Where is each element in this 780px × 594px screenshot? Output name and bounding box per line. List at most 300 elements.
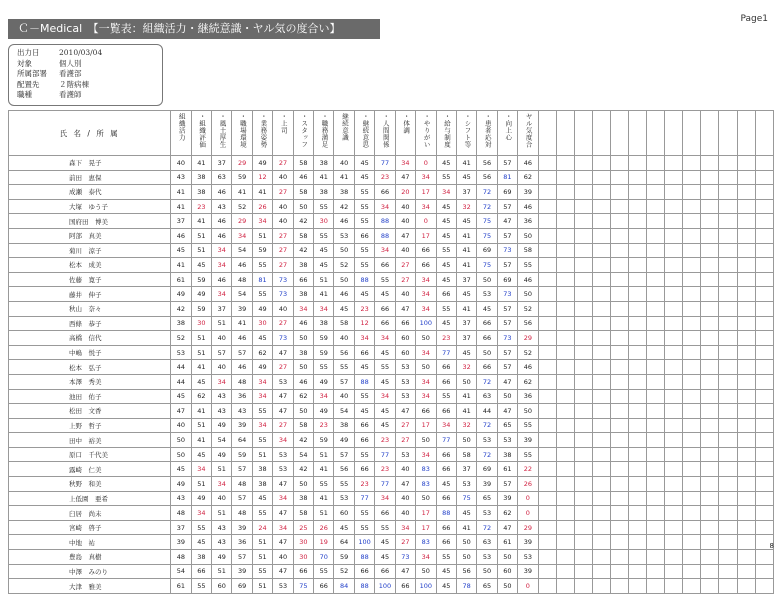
empty-cell bbox=[610, 404, 628, 419]
score-cell: 66 bbox=[375, 258, 395, 273]
score-cell: 40 bbox=[212, 360, 232, 375]
empty-cell bbox=[665, 243, 683, 258]
score-cell: 34 bbox=[375, 491, 395, 506]
empty-cell bbox=[556, 433, 574, 448]
info-row bbox=[17, 90, 154, 101]
empty-cell bbox=[647, 228, 665, 243]
score-cell: 46 bbox=[212, 185, 232, 200]
score-cell: 50 bbox=[477, 272, 497, 287]
score-cell: 41 bbox=[171, 185, 191, 200]
score-cell: 57 bbox=[497, 477, 517, 492]
score-cell: 54 bbox=[232, 287, 252, 302]
score-cell: 51 bbox=[252, 447, 272, 462]
empty-cell bbox=[701, 214, 719, 229]
empty-cell bbox=[556, 418, 574, 433]
score-cell: 55 bbox=[354, 199, 374, 214]
score-cell: 51 bbox=[212, 316, 232, 331]
score-cell: 42 bbox=[293, 462, 313, 477]
score-cell: 49 bbox=[171, 287, 191, 302]
score-cell: 49 bbox=[252, 360, 272, 375]
info-value: 看護師 bbox=[59, 90, 82, 99]
empty-cell bbox=[701, 228, 719, 243]
score-cell: 66 bbox=[477, 316, 497, 331]
score-cell: 55 bbox=[518, 418, 538, 433]
score-cell: 53 bbox=[518, 550, 538, 565]
score-cell: 17 bbox=[416, 418, 436, 433]
score-cell: 39 bbox=[232, 520, 252, 535]
empty-cell bbox=[701, 301, 719, 316]
empty-cell bbox=[629, 447, 647, 462]
score-cell: 83 bbox=[416, 462, 436, 477]
empty-cell bbox=[610, 185, 628, 200]
empty-cell bbox=[538, 185, 556, 200]
empty-cell bbox=[719, 170, 737, 185]
empty-cell bbox=[683, 389, 701, 404]
empty-cell bbox=[665, 156, 683, 171]
empty-cell bbox=[647, 156, 665, 171]
score-cell: 27 bbox=[395, 258, 415, 273]
score-cell: 55 bbox=[191, 520, 211, 535]
score-cell: 48 bbox=[232, 272, 252, 287]
empty-cell bbox=[610, 579, 628, 594]
score-cell: 53 bbox=[273, 447, 293, 462]
score-cell: 34 bbox=[436, 418, 456, 433]
score-cell: 57 bbox=[232, 491, 252, 506]
score-cell: 58 bbox=[293, 156, 313, 171]
score-cell: 57 bbox=[232, 345, 252, 360]
person-name: 松本 成美 bbox=[9, 258, 171, 273]
score-cell: 45 bbox=[375, 374, 395, 389]
empty-cell bbox=[538, 374, 556, 389]
score-cell: 46 bbox=[232, 258, 252, 273]
empty-cell bbox=[755, 331, 773, 346]
score-cell: 72 bbox=[477, 199, 497, 214]
empty-cell bbox=[647, 433, 665, 448]
score-cell: 34 bbox=[293, 301, 313, 316]
score-cell: 55 bbox=[436, 170, 456, 185]
empty-cell bbox=[665, 287, 683, 302]
empty-cell bbox=[538, 228, 556, 243]
score-cell: 45 bbox=[436, 579, 456, 594]
table-row bbox=[9, 433, 774, 448]
score-cell: 50 bbox=[477, 345, 497, 360]
empty-cell bbox=[592, 564, 610, 579]
empty-cell bbox=[719, 185, 737, 200]
score-cell: 72 bbox=[477, 520, 497, 535]
score-cell: 38 bbox=[191, 185, 211, 200]
empty-cell bbox=[610, 331, 628, 346]
score-cell: 50 bbox=[518, 287, 538, 302]
score-cell: 55 bbox=[354, 258, 374, 273]
empty-cell bbox=[610, 506, 628, 521]
score-cell: 47 bbox=[273, 535, 293, 550]
empty-cell bbox=[610, 214, 628, 229]
score-cell: 45 bbox=[354, 360, 374, 375]
score-cell: 23 bbox=[354, 301, 374, 316]
score-cell: 42 bbox=[293, 214, 313, 229]
score-cell: 38 bbox=[191, 550, 211, 565]
score-cell: 55 bbox=[354, 243, 374, 258]
empty-cell bbox=[610, 564, 628, 579]
score-cell: 37 bbox=[171, 214, 191, 229]
score-cell: 45 bbox=[436, 214, 456, 229]
score-cell: 22 bbox=[518, 462, 538, 477]
table-row bbox=[9, 156, 774, 171]
empty-cell bbox=[610, 287, 628, 302]
score-cell: 32 bbox=[456, 418, 476, 433]
empty-cell bbox=[538, 331, 556, 346]
score-cell: 34 bbox=[273, 520, 293, 535]
empty-cell bbox=[574, 447, 592, 462]
score-cell: 47 bbox=[273, 389, 293, 404]
score-cell: 61 bbox=[497, 535, 517, 550]
empty-cell bbox=[719, 258, 737, 273]
score-cell: 37 bbox=[456, 272, 476, 287]
score-cell: 53 bbox=[477, 287, 497, 302]
score-cell: 70 bbox=[314, 550, 334, 565]
score-cell: 34 bbox=[252, 389, 272, 404]
score-cell: 51 bbox=[252, 228, 272, 243]
empty-cell bbox=[556, 258, 574, 273]
score-cell: 57 bbox=[497, 228, 517, 243]
empty-cell bbox=[683, 258, 701, 273]
score-cell: 40 bbox=[273, 214, 293, 229]
score-cell: 46 bbox=[212, 214, 232, 229]
score-cell: 27 bbox=[395, 433, 415, 448]
score-cell: 88 bbox=[375, 228, 395, 243]
score-cell: 81 bbox=[252, 272, 272, 287]
empty-cell bbox=[574, 477, 592, 492]
score-cell: 26 bbox=[252, 199, 272, 214]
score-cell: 34 bbox=[375, 199, 395, 214]
score-cell: 23 bbox=[375, 462, 395, 477]
person-name: 田中 裕美 bbox=[9, 433, 171, 448]
empty-cell bbox=[719, 360, 737, 375]
empty-cell bbox=[629, 418, 647, 433]
empty-cell bbox=[574, 258, 592, 273]
empty-cell bbox=[556, 462, 574, 477]
score-cell: 50 bbox=[497, 550, 517, 565]
score-cell: 75 bbox=[456, 491, 476, 506]
table-row bbox=[9, 185, 774, 200]
score-cell: 66 bbox=[314, 579, 334, 594]
empty-cell bbox=[610, 360, 628, 375]
empty-cell bbox=[665, 345, 683, 360]
score-cell: 53 bbox=[497, 433, 517, 448]
score-cell: 56 bbox=[477, 170, 497, 185]
empty-cell bbox=[647, 185, 665, 200]
score-cell: 50 bbox=[293, 331, 313, 346]
empty-cell bbox=[574, 506, 592, 521]
empty-cell bbox=[665, 462, 683, 477]
score-cell: 42 bbox=[293, 243, 313, 258]
score-cell: 39 bbox=[232, 564, 252, 579]
score-cell: 62 bbox=[518, 374, 538, 389]
empty-cell bbox=[737, 506, 755, 521]
table-row bbox=[9, 301, 774, 316]
score-cell: 34 bbox=[416, 272, 436, 287]
empty-cell bbox=[592, 374, 610, 389]
score-cell: 56 bbox=[518, 316, 538, 331]
empty-cell bbox=[592, 491, 610, 506]
score-cell: 46 bbox=[518, 272, 538, 287]
empty-cell bbox=[610, 520, 628, 535]
person-name: 秋野 和美 bbox=[9, 477, 171, 492]
empty-cell bbox=[737, 185, 755, 200]
score-cell: 34 bbox=[416, 170, 436, 185]
score-cell: 41 bbox=[314, 462, 334, 477]
empty-cell bbox=[683, 579, 701, 594]
empty-cell bbox=[647, 199, 665, 214]
empty-cell bbox=[683, 272, 701, 287]
score-cell: 46 bbox=[232, 360, 252, 375]
score-cell: 53 bbox=[395, 447, 415, 462]
empty-cell bbox=[647, 316, 665, 331]
empty-cell bbox=[755, 301, 773, 316]
empty-cell bbox=[701, 491, 719, 506]
empty-cell bbox=[683, 345, 701, 360]
score-cell: 34 bbox=[416, 389, 436, 404]
score-cell: 45 bbox=[456, 214, 476, 229]
score-cell: 39 bbox=[518, 185, 538, 200]
score-cell: 57 bbox=[497, 199, 517, 214]
empty-cell bbox=[719, 389, 737, 404]
table-row bbox=[9, 404, 774, 419]
empty-cell bbox=[574, 345, 592, 360]
score-cell: 50 bbox=[456, 535, 476, 550]
empty-cell bbox=[647, 462, 665, 477]
score-cell: 40 bbox=[273, 301, 293, 316]
score-cell: 43 bbox=[232, 404, 252, 419]
empty-cell bbox=[574, 214, 592, 229]
score-cell: 49 bbox=[252, 301, 272, 316]
empty-cell bbox=[610, 491, 628, 506]
score-cell: 57 bbox=[232, 462, 252, 477]
score-cell: 46 bbox=[334, 287, 354, 302]
table-row bbox=[9, 491, 774, 506]
empty-cell bbox=[610, 272, 628, 287]
score-cell: 38 bbox=[334, 185, 354, 200]
score-cell: 66 bbox=[354, 433, 374, 448]
empty-cell bbox=[701, 447, 719, 462]
score-cell: 45 bbox=[375, 287, 395, 302]
score-cell: 81 bbox=[497, 170, 517, 185]
score-cell: 34 bbox=[191, 462, 211, 477]
empty-cell bbox=[719, 331, 737, 346]
score-cell: 46 bbox=[171, 228, 191, 243]
empty-cell bbox=[574, 185, 592, 200]
empty-cell bbox=[647, 243, 665, 258]
column-header: ・組織評価 bbox=[191, 111, 211, 156]
empty-cell bbox=[665, 185, 683, 200]
score-cell: 34 bbox=[314, 301, 334, 316]
score-cell: 37 bbox=[456, 331, 476, 346]
empty-cell bbox=[574, 418, 592, 433]
column-header: ・体調 bbox=[395, 111, 415, 156]
score-cell: 34 bbox=[191, 506, 211, 521]
empty-cell bbox=[629, 228, 647, 243]
column-header: ・シフト等 bbox=[456, 111, 476, 156]
empty-cell bbox=[665, 535, 683, 550]
score-cell: 55 bbox=[314, 564, 334, 579]
person-name: 森下 晃子 bbox=[9, 156, 171, 171]
empty-cell bbox=[610, 374, 628, 389]
empty-cell bbox=[629, 462, 647, 477]
score-cell: 0 bbox=[518, 491, 538, 506]
empty-cell bbox=[719, 520, 737, 535]
person-name: 西條 恭子 bbox=[9, 316, 171, 331]
score-cell: 30 bbox=[293, 535, 313, 550]
score-cell: 54 bbox=[334, 404, 354, 419]
score-cell: 55 bbox=[252, 287, 272, 302]
empty-cell bbox=[556, 316, 574, 331]
empty-cell bbox=[647, 520, 665, 535]
score-cell: 45 bbox=[456, 170, 476, 185]
empty-cell bbox=[755, 447, 773, 462]
score-cell: 49 bbox=[191, 491, 211, 506]
person-name: 上低園 亜希 bbox=[9, 491, 171, 506]
empty-cell bbox=[556, 520, 574, 535]
score-cell: 50 bbox=[416, 491, 436, 506]
empty-cell bbox=[574, 243, 592, 258]
score-cell: 40 bbox=[395, 491, 415, 506]
empty-cell bbox=[755, 491, 773, 506]
empty-cell bbox=[647, 258, 665, 273]
score-cell: 38 bbox=[334, 418, 354, 433]
table-row bbox=[9, 506, 774, 521]
empty-cell bbox=[683, 170, 701, 185]
page-number: 8 bbox=[769, 542, 774, 550]
score-cell: 0 bbox=[416, 214, 436, 229]
empty-cell bbox=[719, 491, 737, 506]
score-cell: 66 bbox=[477, 331, 497, 346]
score-cell: 23 bbox=[436, 331, 456, 346]
score-cell: 42 bbox=[293, 433, 313, 448]
score-cell: 66 bbox=[395, 316, 415, 331]
empty-cell bbox=[737, 564, 755, 579]
score-cell: 59 bbox=[232, 447, 252, 462]
person-name: 前田 恵保 bbox=[9, 170, 171, 185]
score-cell: 17 bbox=[416, 520, 436, 535]
empty-cell bbox=[538, 520, 556, 535]
score-cell: 53 bbox=[395, 389, 415, 404]
score-cell: 55 bbox=[436, 243, 456, 258]
empty-cell bbox=[701, 360, 719, 375]
score-cell: 52 bbox=[518, 345, 538, 360]
score-cell: 36 bbox=[518, 389, 538, 404]
score-cell: 57 bbox=[497, 156, 517, 171]
score-cell: 57 bbox=[497, 345, 517, 360]
score-cell: 50 bbox=[477, 564, 497, 579]
empty-cell bbox=[755, 345, 773, 360]
score-cell: 34 bbox=[212, 287, 232, 302]
score-cell: 50 bbox=[293, 199, 313, 214]
empty-cell bbox=[665, 301, 683, 316]
score-cell: 34 bbox=[212, 258, 232, 273]
empty-cell bbox=[737, 156, 755, 171]
empty-cell bbox=[538, 287, 556, 302]
score-cell: 23 bbox=[375, 170, 395, 185]
score-cell: 34 bbox=[416, 287, 436, 302]
empty-cell bbox=[683, 316, 701, 331]
empty-cell bbox=[755, 185, 773, 200]
score-cell: 66 bbox=[436, 447, 456, 462]
empty-cell bbox=[556, 301, 574, 316]
empty-cell bbox=[610, 156, 628, 171]
score-cell: 45 bbox=[191, 535, 211, 550]
score-cell: 34 bbox=[416, 301, 436, 316]
score-cell: 48 bbox=[171, 506, 191, 521]
empty-cell bbox=[610, 418, 628, 433]
table-row bbox=[9, 272, 774, 287]
score-cell: 54 bbox=[212, 433, 232, 448]
score-cell: 73 bbox=[395, 550, 415, 565]
score-cell: 72 bbox=[477, 418, 497, 433]
score-cell: 51 bbox=[212, 462, 232, 477]
empty-cell bbox=[592, 520, 610, 535]
empty-cell bbox=[701, 374, 719, 389]
score-cell: 39 bbox=[171, 535, 191, 550]
score-cell: 53 bbox=[273, 579, 293, 594]
score-cell: 59 bbox=[314, 345, 334, 360]
empty-cell bbox=[719, 564, 737, 579]
score-cell: 45 bbox=[171, 462, 191, 477]
empty-cell bbox=[556, 214, 574, 229]
score-cell: 66 bbox=[354, 564, 374, 579]
score-cell: 51 bbox=[191, 345, 211, 360]
score-cell: 38 bbox=[191, 170, 211, 185]
empty-cell bbox=[665, 579, 683, 594]
empty-cell bbox=[701, 331, 719, 346]
empty-cell bbox=[629, 331, 647, 346]
empty-cell bbox=[755, 199, 773, 214]
score-cell: 100 bbox=[375, 579, 395, 594]
empty-cell bbox=[574, 564, 592, 579]
empty-cell bbox=[556, 199, 574, 214]
score-cell: 38 bbox=[314, 156, 334, 171]
empty-cell bbox=[574, 404, 592, 419]
score-cell: 41 bbox=[456, 156, 476, 171]
score-cell: 47 bbox=[273, 345, 293, 360]
empty-cell bbox=[592, 389, 610, 404]
score-cell: 45 bbox=[436, 228, 456, 243]
empty-cell bbox=[538, 170, 556, 185]
empty-cell bbox=[665, 272, 683, 287]
score-cell: 0 bbox=[518, 579, 538, 594]
score-cell: 77 bbox=[375, 477, 395, 492]
empty-cell bbox=[629, 301, 647, 316]
score-cell: 41 bbox=[314, 170, 334, 185]
score-cell: 49 bbox=[212, 550, 232, 565]
score-cell: 38 bbox=[171, 316, 191, 331]
score-cell: 45 bbox=[436, 272, 456, 287]
score-cell: 51 bbox=[314, 447, 334, 462]
empty-cell bbox=[574, 301, 592, 316]
score-cell: 69 bbox=[497, 185, 517, 200]
score-cell: 51 bbox=[191, 243, 211, 258]
empty-cell bbox=[719, 214, 737, 229]
score-cell: 50 bbox=[293, 477, 313, 492]
score-cell: 57 bbox=[497, 258, 517, 273]
score-cell: 30 bbox=[252, 316, 272, 331]
info-value: 看護部 bbox=[59, 69, 82, 78]
empty-header bbox=[719, 111, 737, 156]
score-cell: 57 bbox=[497, 360, 517, 375]
score-cell: 45 bbox=[354, 156, 374, 171]
score-cell: 46 bbox=[293, 316, 313, 331]
empty-cell bbox=[538, 345, 556, 360]
empty-cell bbox=[629, 520, 647, 535]
